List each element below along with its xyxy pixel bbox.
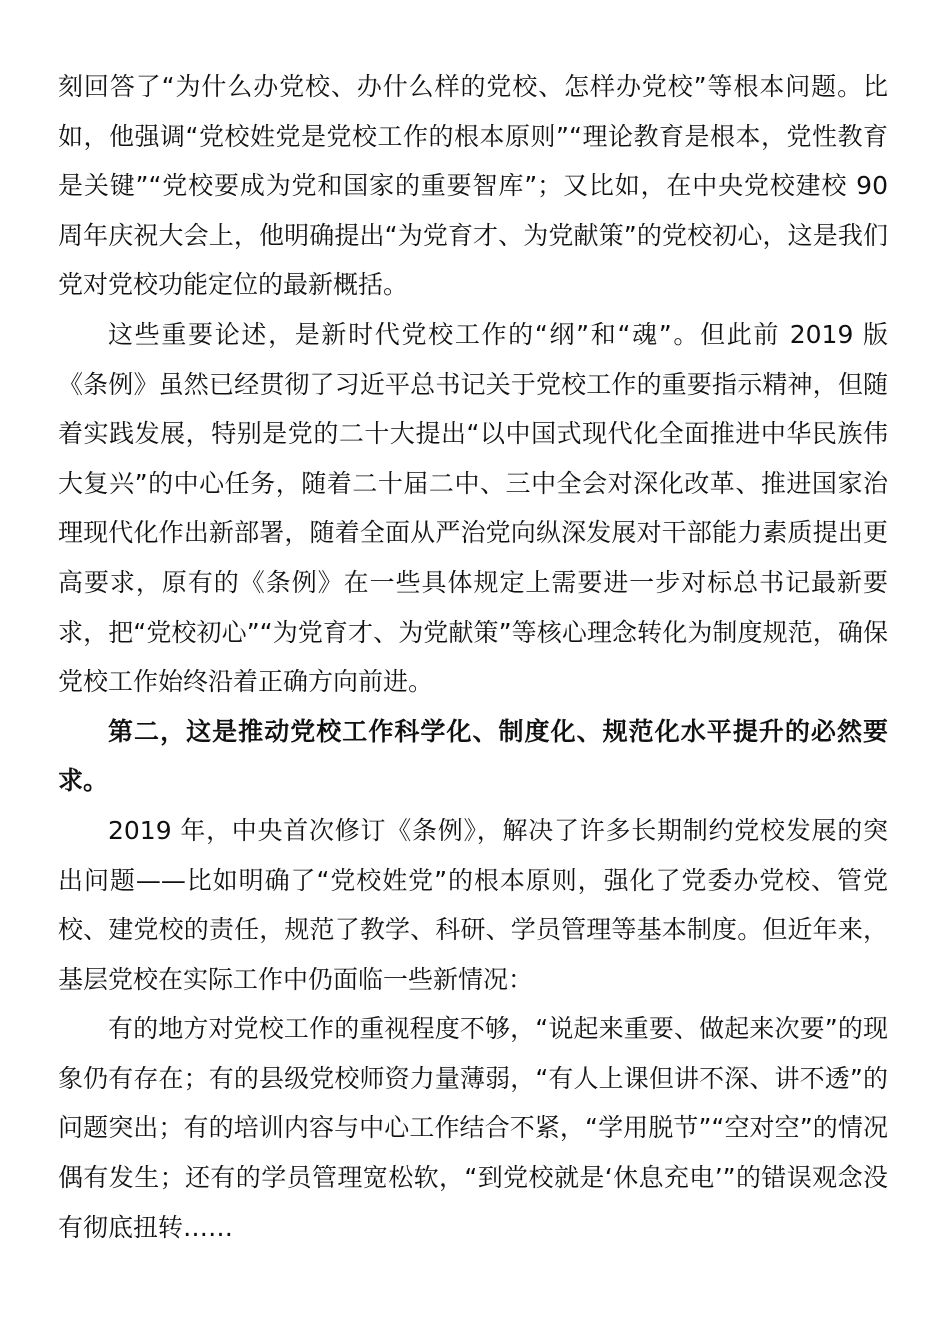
- paragraph-new-situations: 有的地方对党校工作的重视程度不够，“说起来重要、做起来次要”的现象仍有存在；有的县级党校师资力量薄弱，“有人上课但讲不深、讲不透”的问题突出；有的培训内容与中心工作结合不紧，“学用脱节”“空对空”的情况偶有发生；还有的学员管理宽松软，“到党校就是‘休息充电’”的错误观念没有彻底扭转……: [58, 1014, 888, 1242]
- paragraph-2019-revision: 2019 年，中央首次修订《条例》，解决了许多长期制约党校发展的突出问题——比如明确了“党校姓党”的根本原则，强化了党委办党校、管党校、建党校的责任，规范了教学、科研、学员管理等基本制度。但近年来，基层党校在实际工作中仍面临一些新情况：: [58, 815, 888, 994]
- paragraph-key-discourses: 这些重要论述，是新时代党校工作的“纲”和“魂”。但此前 2019 版《条例》虽然已经贯彻了习近平总书记关于党校工作的重要指示精神，但随着实践发展，特别是党的二十大提出“以中国式现代化全面推进中华民族伟大复兴”的中心任务，随着二十届二中、三中全会对深化改革、推进国家治理现代化作出新部署，随着全面从严治党向纵深发展对干部能力素质提出更高要求，原有的《条例》在一些具体规定上需要进一步对标总书记最新要求，把“党校初心”“为党育才、为党献策”等核心理念转化为制度规范，确保党校工作始终沿着正确方向前进。: [58, 319, 888, 697]
- paragraph-party-school-questions: 刻回答了“为什么办党校、办什么样的党校、怎样办党校”等根本问题。比如，他强调“党校姓党是党校工作的根本原则”“理论教育是根本，党性教育是关键”“党校要成为党和国家的重要智库”；又比如，在中央党校建校 90 周年庆祝大会上，他明确提出“为党育才、为党献策”的党校初心，这是我们党对党校功能定位的最新概括。: [58, 72, 888, 300]
- section-heading-second: 第二，这是推动党校工作科学化、制度化、规范化水平提升的必然要求。: [58, 716, 888, 796]
- document-page: [58, 62, 888, 1252]
